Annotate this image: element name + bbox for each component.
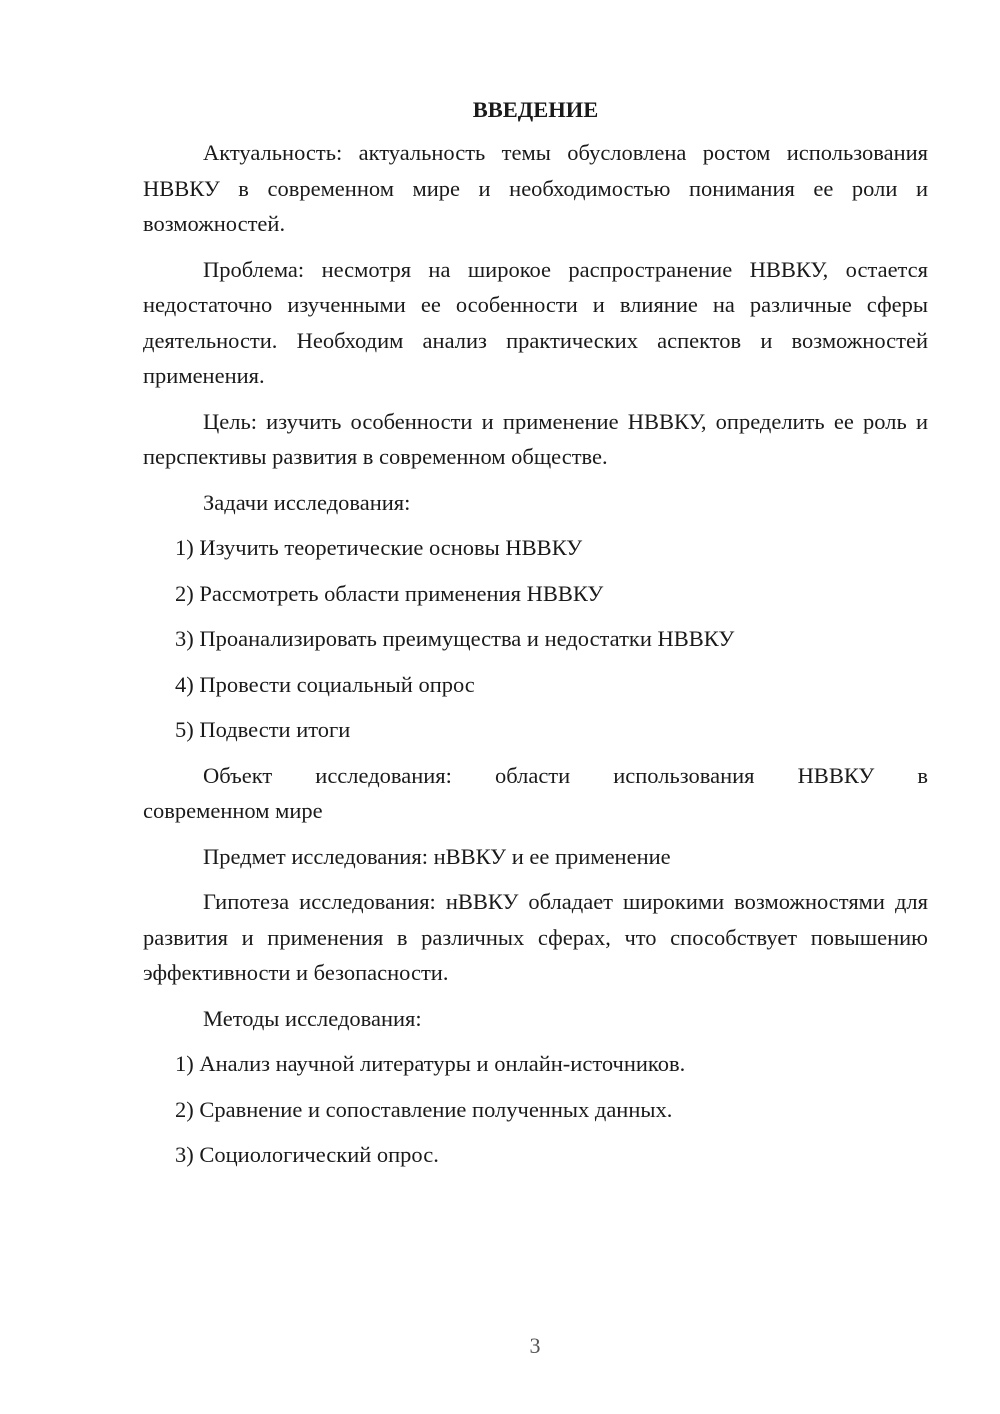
paragraph-actuality: Актуальность: актуальность темы обусловлена ростом использования НВВКУ в современном мире и необходимостью понимания ее роли и возможностей. — [143, 140, 928, 236]
task-item: 4) Провести социальный опрос — [175, 671, 475, 697]
task-item: 5) Подвести итоги — [175, 717, 351, 742]
methods-list — [143, 1046, 928, 1173]
tasks-heading: Задачи исследования: — [203, 489, 411, 515]
paragraph-hypothesis: Гипотеза исследования: нВВКУ обладает широкими возможностями для развития и применения в различных сферах, что способствует повышению эффективности и безопасности. — [143, 889, 928, 985]
task-item: 1) Изучить теоретические основы НВВКУ — [175, 535, 583, 560]
tasks-list — [143, 530, 928, 748]
method-item: 3) Социологический опрос. — [175, 1142, 439, 1167]
section-title: ВВЕДЕНИЕ — [472, 97, 599, 122]
object-line-2: современном мире — [143, 798, 323, 823]
document-page — [143, 94, 928, 1183]
method-item: 2) Сравнение и сопоставление полученных данных. — [175, 1096, 673, 1122]
page-number: 3 — [529, 1333, 541, 1358]
paragraph-object — [143, 758, 928, 829]
method-item: 1) Анализ научной литературы и онлайн-источников. — [175, 1051, 686, 1076]
task-item: 2) Рассмотреть области применения НВВКУ — [175, 580, 604, 606]
object-line-1: Объект исследования: области использования НВВКУ в — [203, 762, 928, 788]
paragraph-goal: Цель: изучить особенности и применение НВВКУ, определить ее роль и перспективы развития в современном обществе. — [143, 408, 928, 469]
methods-heading: Методы исследования: — [203, 1005, 422, 1031]
task-item: 3) Проанализировать преимущества и недостатки НВВКУ — [175, 626, 735, 651]
paragraph-problem: Проблема: несмотря на широкое распространение НВВКУ, остается недостаточно изученными ее особенности и влияние на различные сферы деятельности. Необходим анализ практических аспектов и возможностей применения. — [143, 256, 928, 388]
paragraph-subject: Предмет исследования: нВВКУ и ее применение — [203, 843, 671, 869]
